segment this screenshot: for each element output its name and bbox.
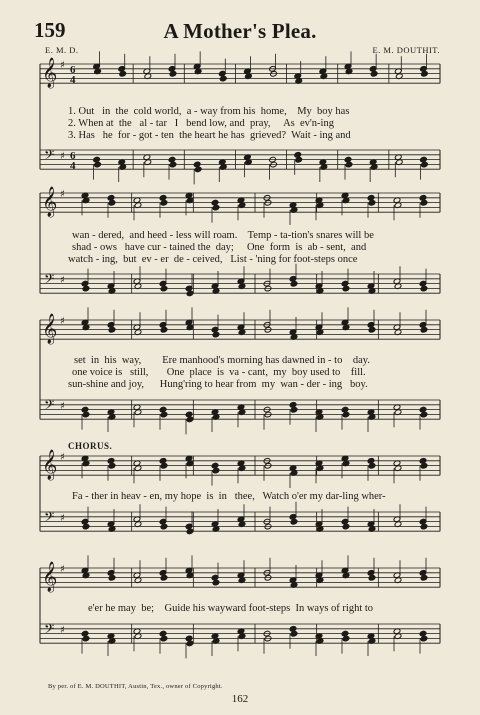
sharp-icon: ♯ bbox=[60, 512, 65, 524]
copyright-notice: By per. of E. M. DOUTHIT, Austin, Tex., owner of Copyright. bbox=[48, 683, 223, 690]
sharp-icon: ♯ bbox=[60, 274, 65, 286]
verse-3-line-2: watch - ing, but ev - er de - ceived, List - 'ning for foot-steps once bbox=[68, 254, 358, 265]
treble-clef-icon: 𝄞 bbox=[42, 187, 58, 217]
verse-2-line-1: 2. When at the al - tar I bend low, and pray, As ev'n-ing bbox=[68, 118, 334, 129]
bass-clef-icon: 𝄢 bbox=[44, 147, 55, 166]
sharp-icon: ♯ bbox=[60, 60, 65, 71]
hymn-title: A Mother's Plea. bbox=[163, 19, 317, 43]
chorus-line-2: e'er he may be; Guide his wayward foot-steps In ways of right to bbox=[88, 603, 374, 614]
time-signature-numerator: 6 bbox=[70, 150, 76, 162]
verse-2-line-3: one voice is still, One place is va - cant, my boy used to fill. bbox=[72, 367, 366, 378]
verse-1-line-1: 1. Out in the cold world, a - way from his home, My boy has bbox=[68, 106, 350, 117]
composer-credit: E. M. DOUTHIT. bbox=[372, 45, 440, 55]
bass-clef-icon: 𝄢 bbox=[44, 271, 55, 290]
treble-clef-icon: 𝄞 bbox=[42, 314, 58, 344]
page-number: 162 bbox=[231, 693, 249, 705]
verse-3-line-3: sun-shine and joy, Hung'ring to hear from my wan - der - ing boy. bbox=[68, 379, 368, 390]
verse-1-line-3: set in his way, Ere manhood's morning has dawned in - to day. bbox=[74, 355, 370, 366]
chorus-label: CHORUS. bbox=[68, 441, 113, 451]
bass-clef-icon: 𝄢 bbox=[44, 621, 55, 640]
time-signature-denominator: 4 bbox=[70, 160, 76, 172]
chorus-line-1: Fa - ther in heav - en, my hope is in thee, Watch o'er my dar-ling wher- bbox=[72, 491, 386, 502]
sharp-icon: ♯ bbox=[60, 189, 65, 200]
hymn-number: 159 bbox=[34, 18, 66, 42]
sharp-icon: ♯ bbox=[60, 624, 65, 636]
treble-clef-icon: 𝄞 bbox=[42, 562, 58, 592]
verse-2-line-2: shad - ows have cur - tained the day; One form is ab - sent, and bbox=[72, 242, 367, 253]
sharp-icon: ♯ bbox=[60, 564, 65, 575]
verse-1-line-2: wan - dered, and heed - less will roam. Temp - ta-tion's snares will be bbox=[72, 230, 374, 241]
sharp-icon: ♯ bbox=[60, 150, 65, 162]
sharp-icon: ♯ bbox=[60, 400, 65, 412]
time-signature-numerator: 6 bbox=[70, 64, 76, 76]
sharp-icon: ♯ bbox=[60, 452, 65, 463]
treble-clef-icon: 𝄞 bbox=[42, 58, 58, 88]
bass-clef-icon: 𝄢 bbox=[44, 397, 55, 416]
bass-clef-icon: 𝄢 bbox=[44, 509, 55, 528]
treble-clef-icon: 𝄞 bbox=[42, 450, 58, 480]
lyricist-credit: E. M. D. bbox=[45, 45, 79, 55]
verse-3-line-1: 3. Has he for - got - ten the heart he has grieved? Wait - ing and bbox=[68, 130, 351, 141]
sharp-icon: ♯ bbox=[60, 316, 65, 327]
time-signature-denominator: 4 bbox=[70, 74, 76, 86]
